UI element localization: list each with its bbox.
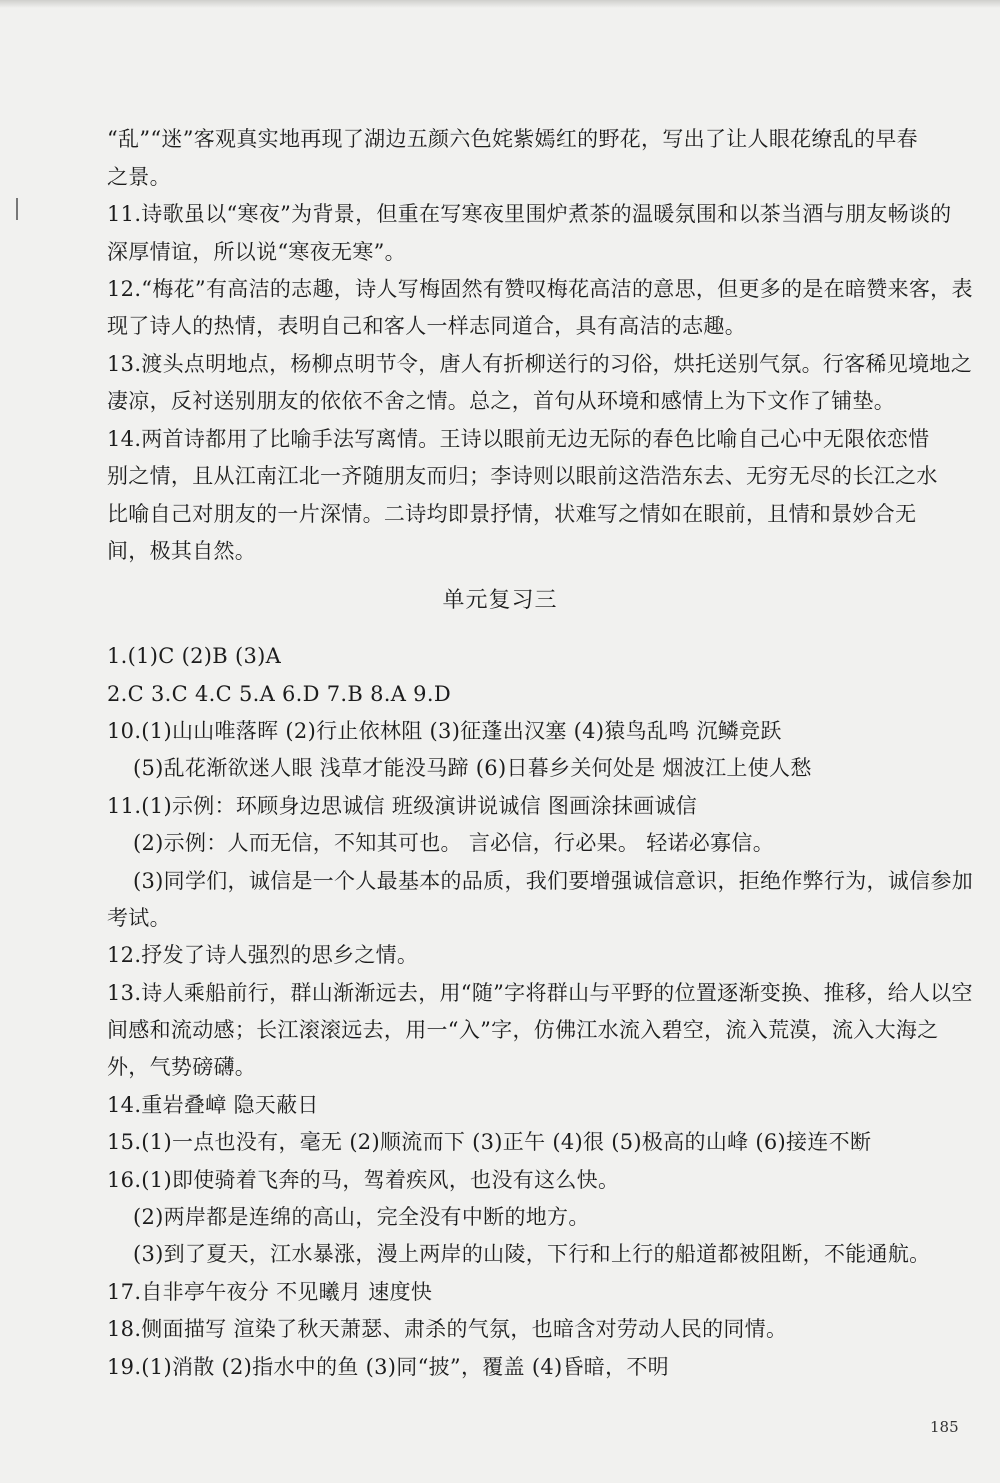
text-line: (2)两岸都是连绵的高山，完全没有中断的地方。 — [133, 1205, 590, 1229]
text-line: (3)同学们，诚信是一个人最基本的品质，我们要增强诚信意识，拒绝作弊行为，诚信参加 — [133, 869, 974, 893]
text-line: 之景。 — [107, 165, 171, 189]
answer-14: 14.两首诗都用了比喻手法写离情。王诗以眼前无边无际的春色比喻自己心中无限依恋惜 — [107, 427, 930, 451]
text-line: (3)到了夏天，江水暴涨，漫上两岸的山陵，下行和上行的船道都被阻断，不能通航。 — [133, 1242, 931, 1266]
page-number: 185 — [930, 1418, 959, 1436]
answer-18: 18.侧面描写 渲染了秋天萧瑟、肃杀的气氛，也暗含对劳动人民的同情。 — [107, 1317, 788, 1341]
text-line: 深厚情谊，所以说“寒夜无寒”。 — [107, 240, 406, 264]
answer-10: 10.(1)山山唯落晖 (2)行止依林阻 (3)征蓬出汉塞 (4)猿鸟乱鸣 沉鳞竞跃 — [107, 719, 782, 743]
answer-14b: 14.重岩叠嶂 隐天蔽日 — [107, 1093, 319, 1117]
answer-12: 12.“梅花”有高洁的志趣，诗人写梅固然有赞叹梅花高洁的意思，但更多的是在暗赞来客，表 — [107, 277, 973, 301]
text-line: 凄凉，反衬送别朋友的依依不舍之情。总之，首句从环境和感情上为下文作了铺垫。 — [107, 389, 896, 413]
text-line: “乱”“迷”客观真实地再现了湖边五颜六色姹紫嫣红的野花，写出了让人眼花缭乱的早春 — [107, 127, 918, 151]
answer-17: 17.自非亭午夜分 不见曦月 速度快 — [107, 1280, 433, 1304]
answer-13: 13.渡头点明地点，杨柳点明节令，唐人有折柳送行的习俗，烘托送别气氛。行客稀见境地之 — [107, 352, 972, 376]
answer-19: 19.(1)消散 (2)指水中的鱼 (3)同“披”，覆盖 (4)昏暗，不明 — [107, 1355, 669, 1379]
text-line: 考试。 — [107, 906, 171, 930]
margin-mark — [16, 198, 18, 220]
text-line: 外，气势磅礴。 — [107, 1055, 257, 1079]
answer-11: 11.诗歌虽以“寒夜”为背景，但重在写寒夜里围炉煮茶的温暖氛围和以茶当酒与朋友畅谈的 — [107, 202, 952, 226]
page-top-shadow — [0, 0, 1000, 8]
answer-13b: 13.诗人乘船前行，群山渐渐远去，用“随”字将群山与平野的位置逐渐变换、推移，给人以空 — [107, 981, 973, 1005]
section-title: 单元复习三 — [442, 588, 558, 613]
answer-2-9: 2.C 3.C 4.C 5.A 6.D 7.B 8.A 9.D — [107, 682, 451, 706]
text-line: 间感和流动感；长江滚滚远去，用一“入”字，仿佛江水流入碧空，流入荒漠，流入大海之 — [107, 1018, 939, 1042]
answer-15: 15.(1)一点也没有，毫无 (2)顺流而下 (3)正午 (4)很 (5)极高的山峰 (6)接连不断 — [107, 1130, 872, 1154]
answer-11b: 11.(1)示例：环顾身边思诚信 班级演讲说诚信 图画涂抹画诚信 — [107, 794, 698, 818]
text-line: 现了诗人的热情，表明自己和客人一样志同道合，具有高洁的志趣。 — [107, 314, 746, 338]
answer-12b: 12.抒发了诗人强烈的思乡之情。 — [107, 943, 419, 967]
text-line: 比喻自己对朋友的一片深情。二诗均即景抒情，状难写之情如在眼前，且情和景妙合无 — [107, 502, 917, 526]
text-line: (5)乱花渐欲迷人眼 浅草才能没马蹄 (6)日暮乡关何处是 烟波江上使人愁 — [133, 756, 812, 780]
text-line: 间，极其自然。 — [107, 539, 257, 563]
answer-16: 16.(1)即使骑着飞奔的马，驾着疾风，也没有这么快。 — [107, 1168, 620, 1192]
answer-1: 1.(1)C (2)B (3)A — [107, 644, 282, 668]
text-line: (2)示例：人而无信，不知其可也。 言必信，行必果。 轻诺必寡信。 — [133, 831, 774, 855]
text-line: 别之情，且从江南江北一齐随朋友而归；李诗则以眼前这浩浩东去、无穷无尽的长江之水 — [107, 464, 938, 488]
